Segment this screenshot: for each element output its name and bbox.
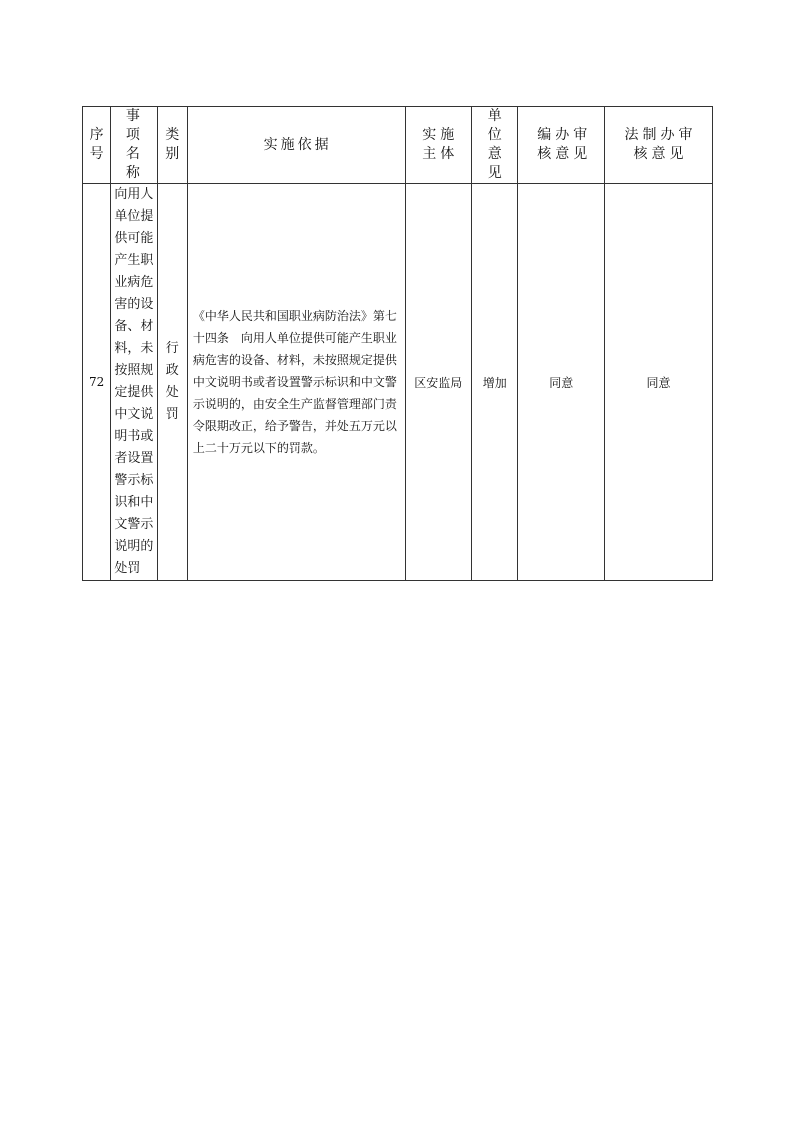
- header-basis: 实施依据: [187, 107, 405, 184]
- header-subject: 实施主体: [405, 107, 472, 184]
- cell-unit-opinion: 增加: [472, 184, 518, 581]
- table-row: [83, 184, 713, 581]
- category-text: 行政处罚: [165, 341, 179, 422]
- cell-category: [157, 184, 187, 581]
- header-staff-opinion: 编办审核意见: [518, 107, 605, 184]
- cell-name: [111, 184, 157, 581]
- review-table: [82, 106, 713, 581]
- header-unit-opinion: 单位意见: [472, 107, 518, 184]
- basis-text: 《中华人民共和国职业病防治法》第七十四条 向用人单位提供可能产生职业病危害的设备、材料，未按照规定提供中文说明书或者设置警示标识和中文警示说明的，由安全生产监督管理部门责令限期改正，给予警告，并处五万元以上二十万元以下的罚款。: [192, 309, 397, 455]
- cell-staff-opinion: 同意: [518, 184, 605, 581]
- header-row: [83, 107, 713, 184]
- cell-subject: 区安监局: [405, 184, 472, 581]
- cell-basis: [187, 184, 405, 581]
- header-seq: 序号: [83, 107, 111, 184]
- header-category: 类别: [157, 107, 187, 184]
- item-name-text: 向用人单位提供可能产生职业病危害的设备、材料，未按照规定提供中文说明书或者设置警示标识和中文警示说明的处罚: [114, 187, 154, 576]
- cell-seq: 72: [83, 184, 111, 581]
- cell-legal-opinion: 同意: [605, 184, 713, 581]
- header-legal-opinion: 法制办审核意见: [605, 107, 713, 184]
- header-name: 事项名称: [111, 107, 157, 184]
